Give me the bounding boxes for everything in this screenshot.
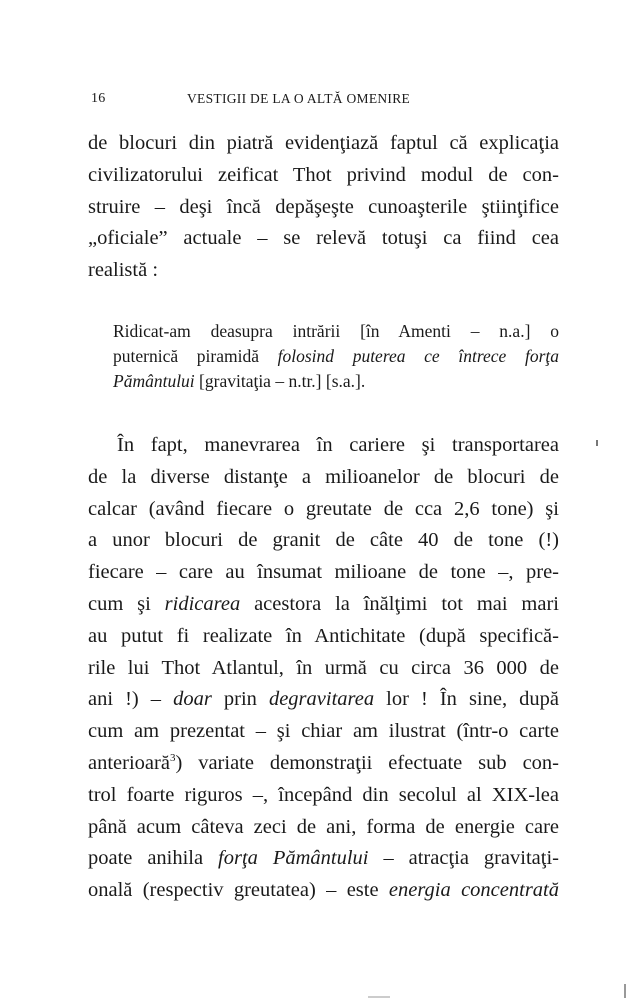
footnote-reference[interactable]: 3 bbox=[169, 752, 176, 765]
paragraph-2-line: trol foarte riguros –, începând din secolul al XIX-lea bbox=[88, 783, 559, 806]
paragraph-2-line bbox=[88, 843, 559, 875]
paragraph-2-line: a unor blocuri de granit de câte 40 de tone (!) bbox=[88, 529, 559, 552]
text-run: cum şi bbox=[88, 592, 165, 615]
running-title: VESTIGII DE LA O ALTĂ OMENIRE bbox=[187, 91, 411, 106]
emphasis: forţa Pământului bbox=[218, 847, 369, 870]
paragraph-1-line: civilizatorului zeificat Thot privind modul de con- bbox=[88, 163, 559, 186]
text-run: anterioară bbox=[88, 751, 170, 774]
text-run: prin bbox=[211, 688, 269, 711]
scan-artifact bbox=[368, 996, 390, 998]
paragraph-1-line: „oficiale” actuale – se relevă totuşi ca fiind cea bbox=[88, 227, 559, 250]
page-number: 16 bbox=[91, 91, 106, 106]
emphasis: ridicarea bbox=[164, 592, 241, 615]
text-run: – atracţia gravitaţi- bbox=[368, 847, 559, 870]
paragraph-2-line: rile lui Thot Atlantul, în urmă cu circa 36 000 de bbox=[88, 656, 559, 679]
emphasis: energia concentrată bbox=[388, 879, 559, 902]
paragraph-1-line: struire – deşi încă depăşeşte cunoaşterile ştiinţifice bbox=[88, 195, 559, 218]
paragraph-2-line: calcar (având fiecare o greutate de cca 2,6 tone) şi bbox=[88, 497, 559, 520]
text-run: poate anihila bbox=[88, 847, 219, 870]
paragraph-2-line: fiecare – care au însumat milioane de tone –, pre- bbox=[88, 561, 559, 584]
paragraph-1 bbox=[88, 128, 559, 287]
quote-emphasis: Pământului bbox=[113, 370, 195, 391]
text-run: acestora la înălţimi tot mai mari bbox=[240, 592, 559, 615]
emphasis: doar bbox=[173, 688, 212, 711]
quote-text: [gravitaţia – n.tr.] [s.a.]. bbox=[194, 370, 366, 391]
paragraph-1-line: de blocuri din piatră evidenţiază faptul că explicaţia bbox=[88, 132, 559, 154]
scan-edge-mark bbox=[624, 984, 626, 998]
quote-line: Ridicat-am deasupra intrării [în Amenti – n.a.] o bbox=[113, 321, 559, 341]
quote-line bbox=[113, 344, 559, 369]
paragraph-2-line bbox=[88, 589, 559, 621]
text-run: ani !) – bbox=[88, 688, 174, 711]
emphasis: degravitarea bbox=[268, 688, 375, 711]
text-run: lor ! În sine, după bbox=[374, 688, 559, 711]
paragraph-2-line: cum am prezentat – şi chiar am ilustrat (într-o carte bbox=[88, 720, 559, 743]
scan-mark bbox=[596, 440, 598, 446]
paragraph-2-line: au putut fi realizate în Antichitate (după specifică- bbox=[88, 624, 559, 647]
paragraph-2-line bbox=[88, 875, 559, 907]
text-run: ) variate demonstraţii efectuate sub con- bbox=[175, 751, 559, 774]
paragraph-2-line: până acum câteva zeci de ani, forma de energie care bbox=[88, 815, 559, 838]
block-quote bbox=[113, 319, 559, 393]
paragraph-1-line: realistă : bbox=[88, 259, 159, 282]
paragraph-2-line: de la diverse distanţe a milioanelor de blocuri de bbox=[88, 465, 559, 488]
quote-line bbox=[113, 369, 559, 394]
paragraph-2 bbox=[88, 430, 559, 907]
text-run: onală (respectiv greutatea) – este bbox=[88, 879, 389, 902]
paragraph-2-line bbox=[88, 748, 559, 780]
quote-text: puternică piramidă bbox=[113, 345, 278, 366]
quote-emphasis: folosind puterea ce întrece forţa bbox=[277, 345, 559, 366]
paragraph-2-line bbox=[88, 684, 559, 716]
paragraph-2-line: În fapt, manevrarea în cariere şi transportarea bbox=[117, 434, 559, 456]
